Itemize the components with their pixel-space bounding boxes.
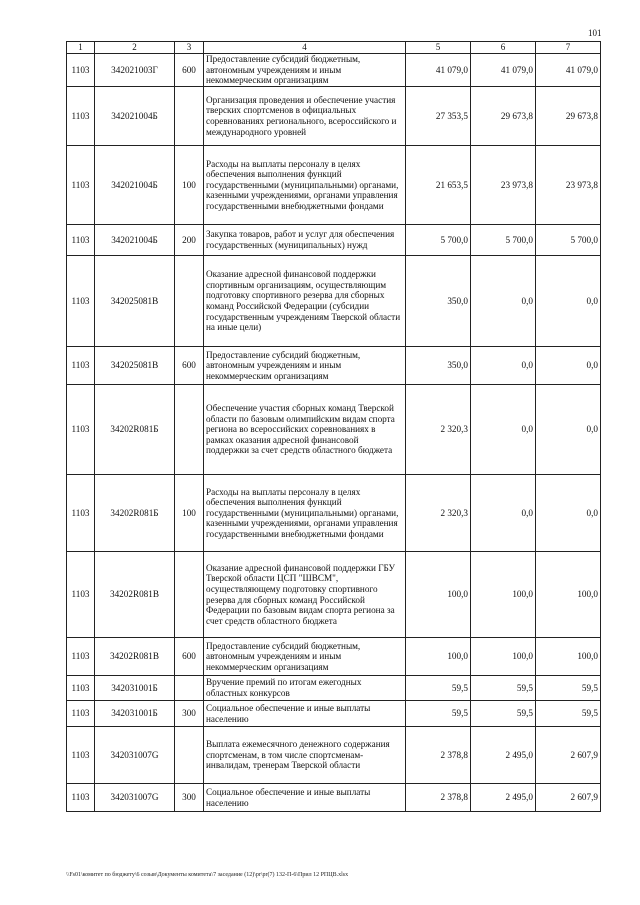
target-article: 342031001Б: [95, 676, 175, 701]
table-row: [67, 256, 601, 347]
amount-col-7: 0,0: [536, 256, 601, 347]
item-description: Социальное обеспечение и иные выплаты населению: [204, 784, 406, 812]
section-code: 1103: [67, 727, 95, 784]
table-row: [67, 146, 601, 225]
amount-col-5: 2 320,3: [406, 385, 471, 475]
amount-col-5: 5 700,0: [406, 225, 471, 256]
amount-col-6: 100,0: [471, 552, 536, 638]
target-article: 34202R081Б: [95, 475, 175, 552]
section-code: 1103: [67, 638, 95, 676]
target-article: 34202R081В: [95, 638, 175, 676]
amount-col-5: 350,0: [406, 256, 471, 347]
expense-type: 600: [175, 54, 204, 87]
item-description: Оказание адресной финансовой поддержки спортивным организациям, осуществляющим подготовку спортивного резерва для сборных команд Российской Федерации (субсидии государственным учреждениям Тверской области на иные цели): [204, 256, 406, 347]
amount-col-7: 23 973,8: [536, 146, 601, 225]
item-description: Предоставление субсидий бюджетным, автономным учреждениям и иным некоммерческим организациям: [204, 638, 406, 676]
expense-type: 300: [175, 701, 204, 727]
section-code: 1103: [67, 784, 95, 812]
amount-col-7: 0,0: [536, 475, 601, 552]
col-header-4: 4: [204, 42, 406, 54]
amount-col-7: 0,0: [536, 385, 601, 475]
col-header-1: 1: [67, 42, 95, 54]
table-row: [67, 676, 601, 701]
section-code: 1103: [67, 701, 95, 727]
col-header-6: 6: [471, 42, 536, 54]
target-article: 342021003Г: [95, 54, 175, 87]
amount-col-5: 27 353,5: [406, 87, 471, 146]
table-row: [67, 347, 601, 385]
section-code: 1103: [67, 54, 95, 87]
amount-col-6: 0,0: [471, 256, 536, 347]
amount-col-6: 5 700,0: [471, 225, 536, 256]
section-code: 1103: [67, 225, 95, 256]
table-row: [67, 475, 601, 552]
table-row: [67, 727, 601, 784]
item-description: Оказание адресной финансовой поддержки ГБУ Тверской области ЦСП "ШВСМ", осуществляющему подготовку спортивного резерва для сборных команд Российской Федерации по базовым видам спорта региона за счет средств областного бюджета: [204, 552, 406, 638]
amount-col-5: 2 378,8: [406, 727, 471, 784]
item-description: Вручение премий по итогам ежегодных областных конкурсов: [204, 676, 406, 701]
item-description: Выплата ежемесячного денежного содержания спортсменам, в том числе спортсменам-инвалидам, тренерам Тверской области: [204, 727, 406, 784]
amount-col-6: 59,5: [471, 676, 536, 701]
amount-col-6: 59,5: [471, 701, 536, 727]
amount-col-5: 350,0: [406, 347, 471, 385]
table-row: [67, 701, 601, 727]
section-code: 1103: [67, 475, 95, 552]
amount-col-6: 100,0: [471, 638, 536, 676]
target-article: 342031007G: [95, 727, 175, 784]
col-header-5: 5: [406, 42, 471, 54]
table-row: [67, 225, 601, 256]
amount-col-5: 2 320,3: [406, 475, 471, 552]
amount-col-6: 0,0: [471, 475, 536, 552]
amount-col-7: 100,0: [536, 552, 601, 638]
amount-col-7: 5 700,0: [536, 225, 601, 256]
expense-type: 200: [175, 225, 204, 256]
section-code: 1103: [67, 347, 95, 385]
section-code: 1103: [67, 676, 95, 701]
col-header-2: 2: [95, 42, 175, 54]
amount-col-6: 41 079,0: [471, 54, 536, 87]
col-header-7: 7: [536, 42, 601, 54]
item-description: Предоставление субсидий бюджетным, автономным учреждениям и иным некоммерческим организациям: [204, 347, 406, 385]
table-row: [67, 54, 601, 87]
target-article: 342021004Б: [95, 87, 175, 146]
expense-type: [175, 676, 204, 701]
item-description: Предоставление субсидий бюджетным, автономным учреждениям и иным некоммерческим организациям: [204, 54, 406, 87]
target-article: 342025081В: [95, 256, 175, 347]
section-code: 1103: [67, 385, 95, 475]
section-code: 1103: [67, 256, 95, 347]
amount-col-7: 59,5: [536, 676, 601, 701]
amount-col-7: 2 607,9: [536, 784, 601, 812]
amount-col-6: 23 973,8: [471, 146, 536, 225]
item-description: Социальное обеспечение и иные выплаты населению: [204, 701, 406, 727]
table-row: [67, 385, 601, 475]
target-article: 342031007G: [95, 784, 175, 812]
expense-type: 600: [175, 638, 204, 676]
file-path-footer: \\Fs01\комитет по бюджету\6 созыв\Документы комитета\7 заседание (12)\pr\pr(7) 132-П-6\Прил 12 РПЦВ.xlsx: [66, 872, 349, 878]
amount-col-7: 29 673,8: [536, 87, 601, 146]
section-code: 1103: [67, 87, 95, 146]
col-header-3: 3: [175, 42, 204, 54]
expense-type: [175, 385, 204, 475]
target-article: 342021004Б: [95, 146, 175, 225]
amount-col-5: 59,5: [406, 701, 471, 727]
amount-col-7: 41 079,0: [536, 54, 601, 87]
table-row: [67, 638, 601, 676]
expense-type: 300: [175, 784, 204, 812]
amount-col-6: 0,0: [471, 385, 536, 475]
item-description: Расходы на выплаты персоналу в целях обеспечения выполнения функций государственными (муниципальными) органами, казенными учреждениями, органами управления государственными внебюджетными фондами: [204, 146, 406, 225]
section-code: 1103: [67, 146, 95, 225]
header-row: [67, 42, 601, 54]
amount-col-6: 29 673,8: [471, 87, 536, 146]
amount-col-5: 59,5: [406, 676, 471, 701]
expense-type: 600: [175, 347, 204, 385]
amount-col-5: 100,0: [406, 552, 471, 638]
expense-type: [175, 87, 204, 146]
target-article: 342021004Б: [95, 225, 175, 256]
amount-col-7: 0,0: [536, 347, 601, 385]
amount-col-6: 0,0: [471, 347, 536, 385]
target-article: 342025081В: [95, 347, 175, 385]
table-row: [67, 552, 601, 638]
budget-table: [66, 41, 601, 812]
item-description: Организация проведения и обеспечение участия тверских спортсменов в официальных соревнованиях регионального, всероссийского и международного уровней: [204, 87, 406, 146]
amount-col-6: 2 495,0: [471, 727, 536, 784]
section-code: 1103: [67, 552, 95, 638]
page-number: 101: [588, 28, 602, 38]
amount-col-5: 100,0: [406, 638, 471, 676]
expense-type: [175, 727, 204, 784]
target-article: 34202R081В: [95, 552, 175, 638]
item-description: Обеспечение участия сборных команд Тверской области по базовым олимпийским видам спорта региона во всероссийских соревнованиях в рамках оказания адресной финансовой поддержки за счет средств областного бюджета: [204, 385, 406, 475]
expense-type: [175, 256, 204, 347]
table-row: [67, 87, 601, 146]
target-article: 34202R081Б: [95, 385, 175, 475]
target-article: 342031001Б: [95, 701, 175, 727]
amount-col-7: 59,5: [536, 701, 601, 727]
expense-type: 100: [175, 475, 204, 552]
item-description: Закупка товаров, работ и услуг для обеспечения государственных (муниципальных) нужд: [204, 225, 406, 256]
table-row: [67, 784, 601, 812]
amount-col-5: 41 079,0: [406, 54, 471, 87]
expense-type: 100: [175, 146, 204, 225]
amount-col-7: 100,0: [536, 638, 601, 676]
amount-col-7: 2 607,9: [536, 727, 601, 784]
amount-col-5: 21 653,5: [406, 146, 471, 225]
expense-type: [175, 552, 204, 638]
item-description: Расходы на выплаты персоналу в целях обеспечения выполнения функций государственными (муниципальными) органами, казенными учреждениями, органами управления государственными внебюджетными фондами: [204, 475, 406, 552]
amount-col-5: 2 378,8: [406, 784, 471, 812]
amount-col-6: 2 495,0: [471, 784, 536, 812]
